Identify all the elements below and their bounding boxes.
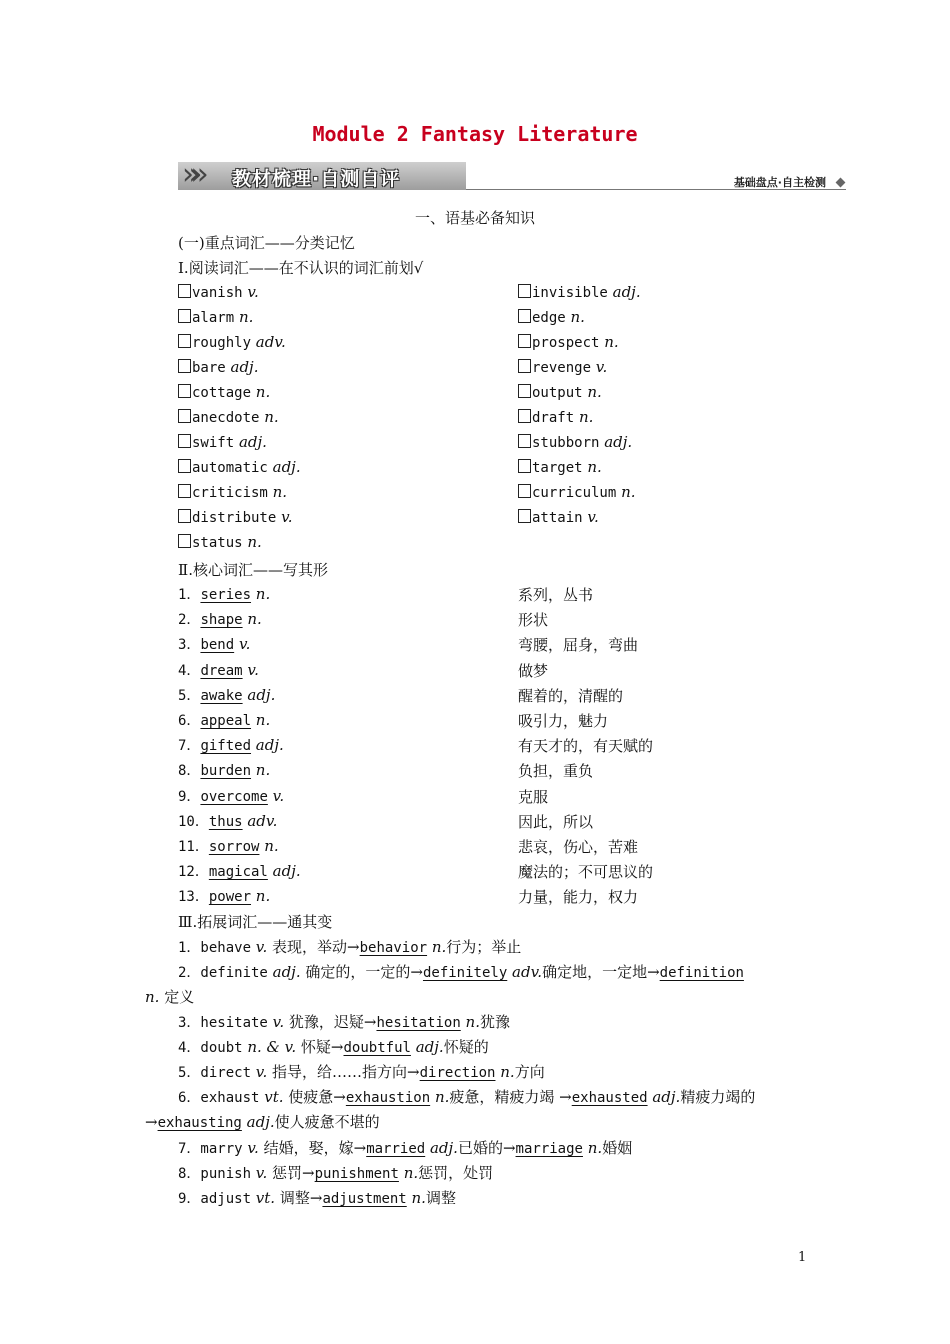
checkbox-icon <box>518 409 531 423</box>
part-of-speech: adj. <box>272 458 301 476</box>
meaning: 醒着的，清醒的 <box>518 686 624 705</box>
part-of-speech: adj. <box>230 358 259 376</box>
meaning: 使人疲惫不堪的 <box>274 1113 380 1131</box>
meaning: 调整→ <box>279 1189 323 1207</box>
vocab-item <box>178 483 287 501</box>
checkbox-icon <box>178 459 191 473</box>
answer-word: punishment <box>314 1166 399 1182</box>
part-of-speech: n. <box>411 1189 426 1207</box>
core-item <box>178 660 259 680</box>
answer-word: gifted <box>200 738 252 755</box>
part-of-speech: v. <box>587 508 599 526</box>
answer-word: marriage <box>515 1141 583 1157</box>
ext-item <box>178 961 744 982</box>
meaning: 做梦 <box>518 661 549 680</box>
vocab-item <box>518 333 619 351</box>
part-of-speech: n. <box>621 483 636 501</box>
meaning: 确定的，一定的→ <box>305 963 423 981</box>
part-of-speech: adj. <box>612 283 641 301</box>
part-of-speech: n. <box>578 408 594 426</box>
part-iii-heading: Ⅲ.拓展词汇——通其变 <box>178 913 333 931</box>
base-word: 3．hesitate <box>178 1015 268 1031</box>
part-of-speech: n. <box>247 533 262 551</box>
page-title: Module 2 Fantasy Literature <box>312 122 638 146</box>
meaning: 行为；举止 <box>446 938 522 956</box>
part-of-speech: n. <box>264 837 279 855</box>
checkbox-icon <box>178 409 191 423</box>
core-item <box>178 584 270 604</box>
part-of-speech: n. <box>272 483 288 501</box>
vocab-item <box>518 458 602 476</box>
diamond-icon <box>836 178 846 188</box>
core-item <box>178 786 284 806</box>
vocab-item <box>178 283 259 301</box>
item-number: 10． <box>178 813 209 830</box>
vocab-word: output <box>532 385 583 401</box>
meaning: 确定地，一定地→ <box>542 963 660 981</box>
answer-word: adjustment <box>322 1191 407 1207</box>
meaning: 精疲力竭的 <box>680 1088 756 1106</box>
core-item <box>178 886 270 906</box>
base-word: 6．exhaust <box>178 1090 260 1106</box>
meaning: 使疲惫→ <box>288 1088 346 1106</box>
answer-word: magical <box>208 864 268 881</box>
answer-word: awake <box>200 687 243 704</box>
meaning: 力量，能力，权力 <box>518 888 639 907</box>
meaning: 婚姻 <box>602 1139 633 1157</box>
vocab-item <box>178 508 293 526</box>
part-of-speech: v. <box>247 283 259 301</box>
answer-word: thus <box>208 813 243 830</box>
vocab-item <box>518 408 593 426</box>
meaning: 负担，重负 <box>518 762 594 781</box>
answer-word: definitely <box>422 965 508 981</box>
meaning: 结婚，娶，嫁→ <box>263 1139 367 1157</box>
ext-item <box>178 936 521 957</box>
core-item <box>178 634 250 654</box>
vocab-word: prospect <box>532 335 600 351</box>
vocab-item <box>178 308 253 326</box>
meaning: 因此，所以 <box>518 812 594 831</box>
vocab-word: curriculum <box>532 485 617 501</box>
checkbox-icon <box>518 434 531 448</box>
ext-item <box>178 1011 510 1032</box>
checkbox-icon <box>178 334 191 348</box>
vocab-item <box>518 308 585 326</box>
item-number: 1． <box>178 587 201 603</box>
part-of-speech: v. <box>272 1013 285 1031</box>
part-of-speech: adj. <box>604 433 633 451</box>
base-word: 8．punish <box>178 1166 252 1182</box>
answer-word: exhausted <box>571 1090 648 1106</box>
item-number: 4． <box>178 662 201 679</box>
meaning: 调整 <box>425 1189 456 1207</box>
item-number: 3． <box>178 637 201 654</box>
base-word: 4．doubt <box>178 1040 243 1056</box>
core-item <box>178 735 284 755</box>
item-number: 8． <box>178 763 201 780</box>
vocab-item <box>518 483 636 501</box>
part-of-speech: adj. <box>247 685 276 704</box>
base-word: 2．definite <box>178 965 268 981</box>
part-of-speech: n. <box>247 610 262 629</box>
vocab-word: target <box>532 460 583 476</box>
answer-word: hesitation <box>376 1015 461 1031</box>
part-i-heading: Ⅰ.阅读词汇——在不认识的词汇前划√ <box>178 259 424 277</box>
part-of-speech: adj. <box>272 862 301 881</box>
answer-word: direction <box>419 1065 496 1081</box>
part-of-speech: adj. <box>429 1139 458 1157</box>
vocab-item <box>178 433 267 451</box>
part-of-speech: n. <box>238 308 254 326</box>
meaning: 疲惫，精疲力竭 → <box>449 1088 572 1106</box>
meaning: 弯腰，屈身，弯曲 <box>518 636 639 655</box>
part-of-speech: adv. <box>247 811 278 830</box>
vocab-item <box>178 408 279 426</box>
part-of-speech: n. <box>264 408 279 426</box>
answer-word: sorrow <box>208 839 260 855</box>
meaning: 惩罚，处罚 <box>418 1164 494 1182</box>
checkbox-icon <box>518 359 531 373</box>
base-word: 9．adjust <box>178 1191 252 1207</box>
part-of-speech: n. <box>255 711 271 729</box>
part-of-speech: adj. <box>272 963 301 981</box>
part-of-speech: adj. <box>238 433 267 451</box>
vocab-word: swift <box>192 435 235 451</box>
meaning: 犹豫 <box>479 1013 510 1031</box>
ext-item-continued: →exhausting adj.使人疲惫不堪的 <box>145 1113 380 1131</box>
answer-word: overcome <box>200 788 268 805</box>
item-number: 2． <box>178 612 201 629</box>
chevron-icon: »» <box>182 157 199 192</box>
vocab-word: status <box>192 535 243 551</box>
meaning: 方向 <box>514 1063 545 1081</box>
answer-word: exhaustion <box>345 1090 431 1106</box>
part-of-speech: v. <box>272 786 285 805</box>
meaning: 魔法的；不可思议的 <box>518 863 654 882</box>
checkbox-icon <box>178 359 191 373</box>
vocab-word: edge <box>532 310 566 326</box>
checkbox-icon <box>518 284 531 298</box>
part-of-speech: n. <box>431 938 447 956</box>
checkbox-icon <box>518 334 531 348</box>
meaning: 克服 <box>518 787 549 806</box>
vocab-word: invisible <box>532 285 608 301</box>
ext-item <box>178 1036 489 1057</box>
ext-item-continued <box>145 986 194 1007</box>
meaning: 系列，丛书 <box>518 586 594 604</box>
part-of-speech: n. <box>255 761 271 780</box>
item-number: 5． <box>178 687 201 704</box>
answer-word: appeal <box>200 713 252 729</box>
answer-word: burden <box>200 763 252 780</box>
meaning: 定义 <box>164 988 195 1006</box>
part-of-speech: n. <box>604 333 619 351</box>
base-word: 1．behave <box>178 940 252 956</box>
vocab-item <box>178 333 286 351</box>
part-of-speech: n. <box>434 1088 450 1106</box>
part-of-speech: n. <box>500 1063 515 1081</box>
vocab-item <box>518 358 607 376</box>
ext-item <box>178 1086 755 1107</box>
meaning: 已婚的→ <box>457 1139 516 1157</box>
checkbox-icon <box>518 509 531 523</box>
part-of-speech: adv. <box>512 963 543 981</box>
part-of-speech: v. <box>238 635 251 654</box>
core-item <box>178 685 275 705</box>
vocab-word: automatic <box>192 460 268 476</box>
checkbox-icon <box>518 459 531 473</box>
part-of-speech: vt. <box>264 1088 284 1106</box>
section-banner <box>178 158 846 194</box>
vocab-word: attain <box>532 510 583 526</box>
checkbox-icon <box>178 284 191 298</box>
item-number: 12． <box>178 864 209 881</box>
core-item <box>178 811 277 831</box>
answer-word: bend <box>200 637 235 654</box>
checkbox-icon <box>178 534 191 548</box>
item-number: 7． <box>178 738 201 755</box>
ext-item <box>178 1061 545 1082</box>
item-number: 9． <box>178 788 201 805</box>
base-word: 5．direct <box>178 1065 252 1081</box>
core-item <box>178 710 270 730</box>
part-ii-heading: Ⅱ.核心词汇——写其形 <box>178 561 328 579</box>
meaning: 怀疑的 <box>443 1038 489 1056</box>
vocab-word: draft <box>532 410 575 426</box>
answer-word: shape <box>200 612 243 629</box>
vocab-word: alarm <box>192 310 235 326</box>
part-of-speech: v. <box>255 1063 268 1081</box>
vocab-item <box>178 358 258 376</box>
meaning: 怀疑→ <box>300 1038 344 1056</box>
checkbox-icon <box>178 384 191 398</box>
ext-item <box>178 1162 493 1183</box>
part-of-speech: v. <box>255 1164 268 1182</box>
vocab-item <box>518 508 599 526</box>
meaning: 有天才的，有天赋的 <box>518 737 654 756</box>
vocab-word: vanish <box>192 285 243 301</box>
meaning: 悲哀，伤心，苦难 <box>518 838 639 856</box>
vocab-item <box>178 383 270 401</box>
vocab-word: anecdote <box>192 410 260 426</box>
meaning: 惩罚→ <box>272 1164 315 1182</box>
meaning: 形状 <box>518 611 549 630</box>
part-of-speech: n. <box>255 887 271 906</box>
core-item <box>178 609 262 629</box>
banner-title: 教材梳理·自测自评 <box>232 168 401 190</box>
meaning: 犹豫，迟疑→ <box>288 1013 377 1031</box>
vocab-item <box>178 458 301 476</box>
checkbox-icon <box>178 509 191 523</box>
part-of-speech: n. <box>465 1013 480 1031</box>
vocab-word: distribute <box>192 510 277 526</box>
part-of-speech: n. <box>255 585 271 603</box>
ext-item <box>178 1187 456 1208</box>
vocab-word: bare <box>192 360 226 376</box>
vocab-item <box>178 533 262 551</box>
section-heading: 一、语基必备知识 <box>414 209 535 227</box>
part-of-speech: n. <box>145 988 160 1006</box>
item-number: 11． <box>178 839 209 855</box>
part-of-speech: v. <box>247 660 259 679</box>
core-item <box>178 760 270 780</box>
vocab-word: stubborn <box>532 435 600 451</box>
checkbox-icon <box>518 384 531 398</box>
answer-word: exhausting <box>157 1115 242 1131</box>
meaning: 表现，举动→ <box>272 938 360 956</box>
banner-subtitle: 基础盘点·自主检测 <box>733 176 826 189</box>
part-of-speech: n. <box>587 1139 603 1157</box>
meaning: 指导，给……指方向→ <box>272 1063 420 1081</box>
part-of-speech: adj. <box>246 1113 275 1131</box>
core-item <box>178 836 279 856</box>
answer-word: power <box>208 889 252 906</box>
part-of-speech: n. <box>587 458 602 476</box>
part-of-speech: vt. <box>255 1189 276 1207</box>
vocab-item <box>518 283 641 301</box>
meaning: 吸引力，魅力 <box>518 712 609 730</box>
answer-word: behavior <box>359 940 428 956</box>
checkbox-icon <box>178 484 191 498</box>
vocab-word: roughly <box>192 335 252 351</box>
part-of-speech: n. <box>255 383 271 401</box>
checkbox-icon <box>518 309 531 323</box>
vocab-item <box>518 433 632 451</box>
vocab-word: criticism <box>192 485 268 501</box>
part-of-speech: v. <box>595 358 608 376</box>
part-of-speech: adj. <box>255 736 284 755</box>
ext-item <box>178 1137 632 1158</box>
part-of-speech: n. <box>570 308 585 326</box>
vocab-item <box>518 383 602 401</box>
part-of-speech: adv. <box>255 333 286 351</box>
answer-word: series <box>200 587 252 603</box>
answer-word: definition <box>659 965 744 981</box>
subheading-vocab: (一)重点词汇——分类记忆 <box>178 234 355 252</box>
checkbox-icon <box>518 484 531 498</box>
item-number: 6． <box>178 713 201 729</box>
checkbox-icon <box>178 309 191 323</box>
part-of-speech: v. <box>255 938 268 956</box>
core-item <box>178 861 301 881</box>
answer-word: dream <box>200 662 243 679</box>
answer-word: doubtful <box>343 1040 411 1056</box>
part-of-speech: n. <box>403 1164 419 1182</box>
part-of-speech: v. <box>247 1139 259 1157</box>
checkbox-icon <box>178 434 191 448</box>
vocab-word: revenge <box>532 360 592 376</box>
answer-word: married <box>366 1141 426 1157</box>
page-number: 1 <box>798 1250 807 1265</box>
part-of-speech: adj. <box>652 1088 681 1106</box>
vocab-word: cottage <box>192 385 252 401</box>
item-number: 13． <box>178 889 209 906</box>
part-of-speech: n. <box>587 383 602 401</box>
part-of-speech: n. & v. <box>247 1038 297 1056</box>
base-word: 7．marry <box>178 1141 243 1157</box>
part-of-speech: v. <box>281 508 293 526</box>
part-of-speech: adj. <box>415 1038 444 1056</box>
